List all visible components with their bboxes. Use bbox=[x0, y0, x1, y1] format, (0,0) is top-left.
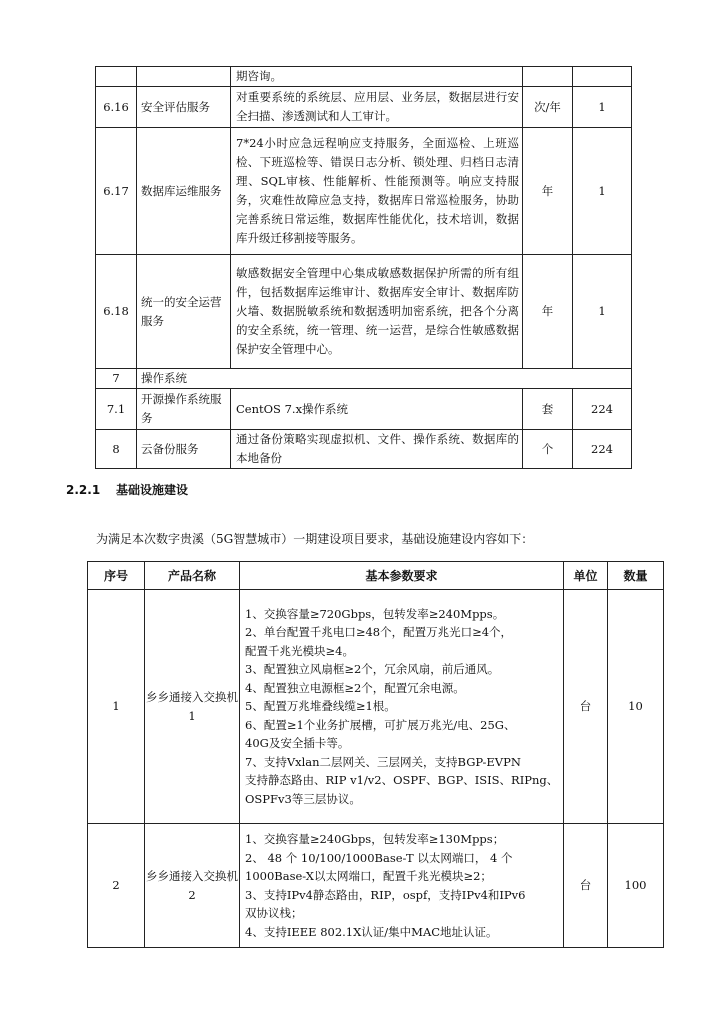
table-row bbox=[96, 255, 632, 369]
parameter-line: 5、配置万兆堆叠线缆≥1根。 bbox=[245, 699, 396, 714]
row-number: 6.17 bbox=[96, 128, 137, 255]
parameter-line: 1000Base-X以太网端口，配置千兆光模块≥2； bbox=[245, 869, 492, 883]
service-name: 数据库运维服务 bbox=[137, 128, 231, 255]
infrastructure-table bbox=[87, 561, 664, 948]
intro-paragraph: 为满足本次数字贵溪（5G智慧城市）一期建设项目要求，基础设施建设内容如下： bbox=[96, 532, 534, 546]
unit-cell: 台 bbox=[564, 824, 608, 948]
parameter-list bbox=[240, 824, 564, 948]
parameter-line: 3、支持IPv4静态路由，RIP，ospf，支持IPv4和IPv6 bbox=[245, 887, 526, 902]
parameter-line: 3、配置独立风扇框≥2个，冗余风扇，前后通风。 bbox=[245, 662, 500, 677]
parameter-line: 2、单台配置千兆电口≥48个，配置万兆光口≥4个， bbox=[245, 625, 513, 640]
quantity-cell: 1 bbox=[573, 87, 632, 128]
header-no: 序号 bbox=[88, 562, 145, 590]
unit-cell: 套 bbox=[523, 389, 573, 430]
service-name bbox=[137, 67, 231, 87]
table-header-row bbox=[88, 562, 664, 590]
service-description: 7*24小时应急远程响应支持服务，全面巡检、上班巡检、下班巡检等、错误日志分析、锁处理、归档日志清理、SQL审核、性能解析、性能预测等。响应支持服务，灾难性故障应急支持，数据库日常巡检服务，协助完善系统日常运维，数据库性能优化，技术培训，数据库升级迁移割接等服务。 bbox=[231, 128, 523, 255]
service-description: 期咨询。 bbox=[231, 67, 523, 87]
row-number: 6.16 bbox=[96, 87, 137, 128]
parameter-line: 40G及安全插卡等。 bbox=[245, 736, 350, 751]
section-number: 2.2.1 bbox=[66, 483, 101, 497]
table-row bbox=[96, 369, 632, 389]
unit-cell: 个 bbox=[523, 430, 573, 469]
parameter-line: 2、 48 个 10/100/1000Base-T 以太网端口， 4 个 bbox=[245, 850, 513, 865]
quantity-cell: 100 bbox=[608, 824, 664, 948]
header-params: 基本参数要求 bbox=[240, 562, 564, 590]
row-number: 7.1 bbox=[96, 389, 137, 430]
quantity-cell: 224 bbox=[573, 389, 632, 430]
parameter-line: OSPFv3等三层协议。 bbox=[245, 791, 361, 806]
unit-cell: 台 bbox=[564, 590, 608, 824]
parameter-line: 4、支持IEEE 802.1X认证/集中MAC地址认证。 bbox=[245, 924, 498, 939]
row-number: 6.18 bbox=[96, 255, 137, 369]
row-number bbox=[96, 67, 137, 87]
row-number: 1 bbox=[88, 590, 145, 824]
quantity-cell: 1 bbox=[573, 128, 632, 255]
parameter-line: 6、配置≥1个业务扩展槽，可扩展万兆光/电、25G、 bbox=[245, 717, 516, 732]
header-qty: 数量 bbox=[608, 562, 664, 590]
quantity-cell: 1 bbox=[573, 255, 632, 369]
section-heading bbox=[66, 481, 188, 498]
parameter-line: 1、交换容量≥240Gbps，包转发率≥130Mpps； bbox=[245, 832, 505, 846]
parameter-line: 4、配置独立电源框≥2个，配置冗余电源。 bbox=[245, 680, 465, 695]
parameter-line: 支持静态路由、RIP v1/v2、OSPF、BGP、ISIS、RIPng、 bbox=[245, 773, 559, 788]
header-unit: 单位 bbox=[564, 562, 608, 590]
quantity-cell bbox=[573, 67, 632, 87]
table-row bbox=[96, 430, 632, 469]
service-description: CentOS 7.x操作系统 bbox=[231, 389, 523, 430]
unit-cell: 年 bbox=[523, 128, 573, 255]
product-name: 乡乡通接入交换机2 bbox=[145, 824, 240, 948]
unit-cell bbox=[523, 67, 573, 87]
service-description: 通过备份策略实现虚拟机、文件、操作系统、数据库的本地备份 bbox=[231, 430, 523, 469]
service-name: 安全评估服务 bbox=[137, 87, 231, 128]
parameter-line: 双协议栈； bbox=[245, 906, 303, 920]
unit-cell: 次/年 bbox=[523, 87, 573, 128]
table-row bbox=[96, 87, 632, 128]
service-name: 开源操作系统服务 bbox=[137, 389, 231, 430]
row-number: 2 bbox=[88, 824, 145, 948]
table-row bbox=[88, 590, 664, 824]
product-name: 乡乡通接入交换机1 bbox=[145, 590, 240, 824]
service-name: 统一的安全运营服务 bbox=[137, 255, 231, 369]
table-row bbox=[96, 128, 632, 255]
row-number: 7 bbox=[96, 369, 137, 389]
category-name: 操作系统 bbox=[137, 369, 632, 389]
service-name: 云备份服务 bbox=[137, 430, 231, 469]
table-row bbox=[88, 824, 664, 948]
top-table bbox=[95, 66, 632, 469]
unit-cell: 年 bbox=[523, 255, 573, 369]
header-name: 产品名称 bbox=[145, 562, 240, 590]
section-title: 基础设施建设 bbox=[116, 483, 189, 497]
parameter-line: 配置千兆光模块≥4。 bbox=[245, 643, 354, 658]
table-row bbox=[96, 389, 632, 430]
table-row bbox=[96, 67, 632, 87]
service-description: 敏感数据安全管理中心集成敏感数据保护所需的所有组件，包括数据库运维审计、数据库安全审计、数据库防火墙、数据脱敏系统和数据透明加密系统，把各个分离的安全系统，统一管理、统一运营，是综合性敏感数据保护安全管理中心。 bbox=[231, 255, 523, 369]
parameter-line: 7、支持Vxlan二层网关、三层网关，支持BGP-EVPN bbox=[245, 754, 521, 769]
quantity-cell: 224 bbox=[573, 430, 632, 469]
service-description: 对重要系统的系统层、应用层、业务层，数据层进行安全扫描、渗透测试和人工审计。 bbox=[231, 87, 523, 128]
quantity-cell: 10 bbox=[608, 590, 664, 824]
parameter-line: 1、交换容量≥720Gbps，包转发率≥240Mpps。 bbox=[245, 606, 505, 621]
parameter-list bbox=[240, 590, 564, 824]
row-number: 8 bbox=[96, 430, 137, 469]
